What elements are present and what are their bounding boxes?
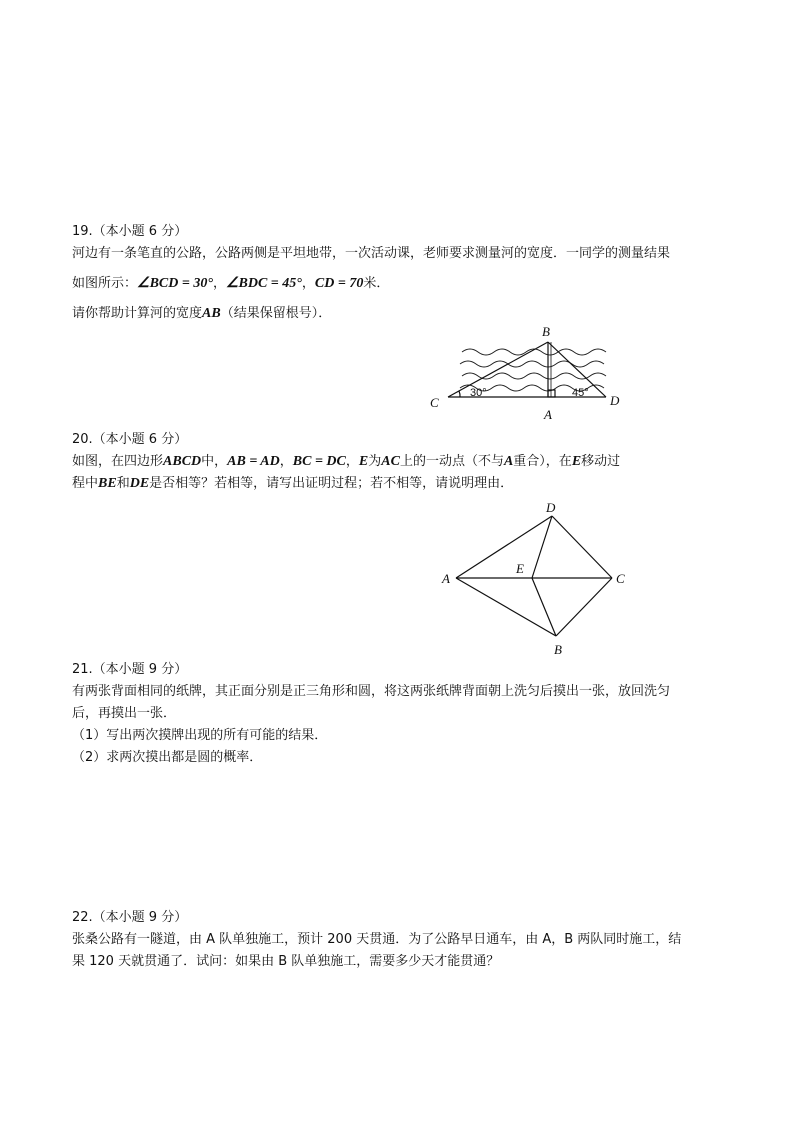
q21-line2: 后，再摸出一张．: [72, 706, 177, 721]
label-e: E: [516, 561, 524, 576]
q19-line2-suffix: 米．: [363, 276, 390, 291]
label-c: C: [616, 571, 625, 586]
angle-bcd: ∠BCD = 30°: [137, 276, 213, 291]
text: 程中: [72, 476, 99, 491]
q19-line3-suffix: （结果保留根号）．: [220, 306, 332, 321]
quad-abcd: ABCD: [163, 454, 202, 469]
q22-header: 22.（本小题 9 分）: [72, 910, 188, 925]
wave-line: [460, 361, 604, 367]
q19-header: 19.（本小题 6 分）: [72, 224, 188, 239]
q22-line2: 果 120 天就贯通了．试问：如果由 B 队单独施工，需要多少天才能贯通？: [72, 954, 500, 969]
text: 重合），在: [513, 454, 572, 469]
label-a: A: [442, 571, 450, 586]
question-21: [72, 660, 732, 768]
label-d: D: [610, 393, 620, 408]
label-d: D: [546, 500, 556, 515]
text: ，: [345, 454, 359, 469]
segment-ac: AC: [381, 454, 400, 469]
q19-line3-prefix: 请你帮助计算河的宽度: [72, 306, 203, 321]
segment-ad: [456, 516, 552, 578]
length-cd: CD = 70: [314, 276, 364, 291]
segment-de: [532, 516, 552, 578]
q19-line3: [72, 304, 732, 324]
text: 和: [116, 476, 130, 491]
q22-line1: 张桑公路有一隧道，由 A 队单独施工，预计 200 天贯通．为了公路早日通车，由 A，B 两队同时施工，结: [72, 932, 682, 947]
text: 如图，在四边形: [72, 454, 164, 469]
q19-line2: [72, 274, 732, 294]
segment-be: BE: [98, 476, 117, 491]
q21-sub2: （2）求两次摸出都是圆的概率．: [72, 750, 263, 765]
text: ，: [279, 454, 293, 469]
segment-eb: [532, 578, 556, 636]
angle-arc-c: [459, 391, 460, 397]
label-b: B: [542, 324, 550, 339]
quadrilateral-figure: [436, 498, 636, 660]
label-c: C: [430, 395, 439, 410]
river-figure: [420, 320, 630, 425]
q20-line1: [72, 452, 732, 472]
angle-label-d: 45°: [572, 387, 589, 399]
segment-ba: [456, 578, 556, 636]
question-19: [72, 222, 732, 324]
point-e: E: [571, 454, 582, 469]
text: 上的一动点（不与: [399, 454, 504, 469]
text: 为: [368, 454, 382, 469]
segment-de: DE: [129, 476, 150, 491]
eq-bc-dc: BC = DC: [292, 454, 346, 469]
sep: ，: [212, 276, 226, 291]
text: 移动过: [581, 454, 621, 469]
question-20: [72, 430, 732, 494]
segment-dc: [552, 516, 612, 578]
q21-line1: 有两张背面相同的纸牌，其正面分别是正三角形和圆，将这两张纸牌背面朝上洗匀后摸出一张，放回洗匀: [72, 684, 671, 699]
q20-header: 20.（本小题 6 分）: [72, 432, 188, 447]
angle-label-c: 30°: [470, 387, 487, 399]
text: 中，: [201, 454, 228, 469]
point-a: A: [503, 454, 514, 469]
eq-ab-ad: AB = AD: [227, 454, 280, 469]
label-a: A: [544, 407, 552, 422]
q19-line1: 河边有一条笔直的公路，公路两侧是平坦地带，一次活动课，老师要求测量河的宽度．一同学的测量结果: [72, 246, 671, 261]
segment-cb: [556, 578, 612, 636]
segment-ab: AB: [202, 306, 221, 321]
text: 是否相等？若相等，请写出证明过程；若不相等，请说明理由．: [149, 476, 514, 491]
label-b: B: [554, 642, 562, 657]
angle-bdc: ∠BDC = 45°: [225, 276, 302, 291]
q20-line2: [72, 474, 732, 494]
point-e: E: [358, 454, 369, 469]
q21-sub1: （1）写出两次摸牌出现的所有可能的结果．: [72, 728, 328, 743]
sep: ，: [301, 276, 315, 291]
q21-header: 21.（本小题 9 分）: [72, 662, 188, 677]
question-22: [72, 908, 732, 972]
q19-line2-prefix: 如图所示：: [72, 276, 138, 291]
